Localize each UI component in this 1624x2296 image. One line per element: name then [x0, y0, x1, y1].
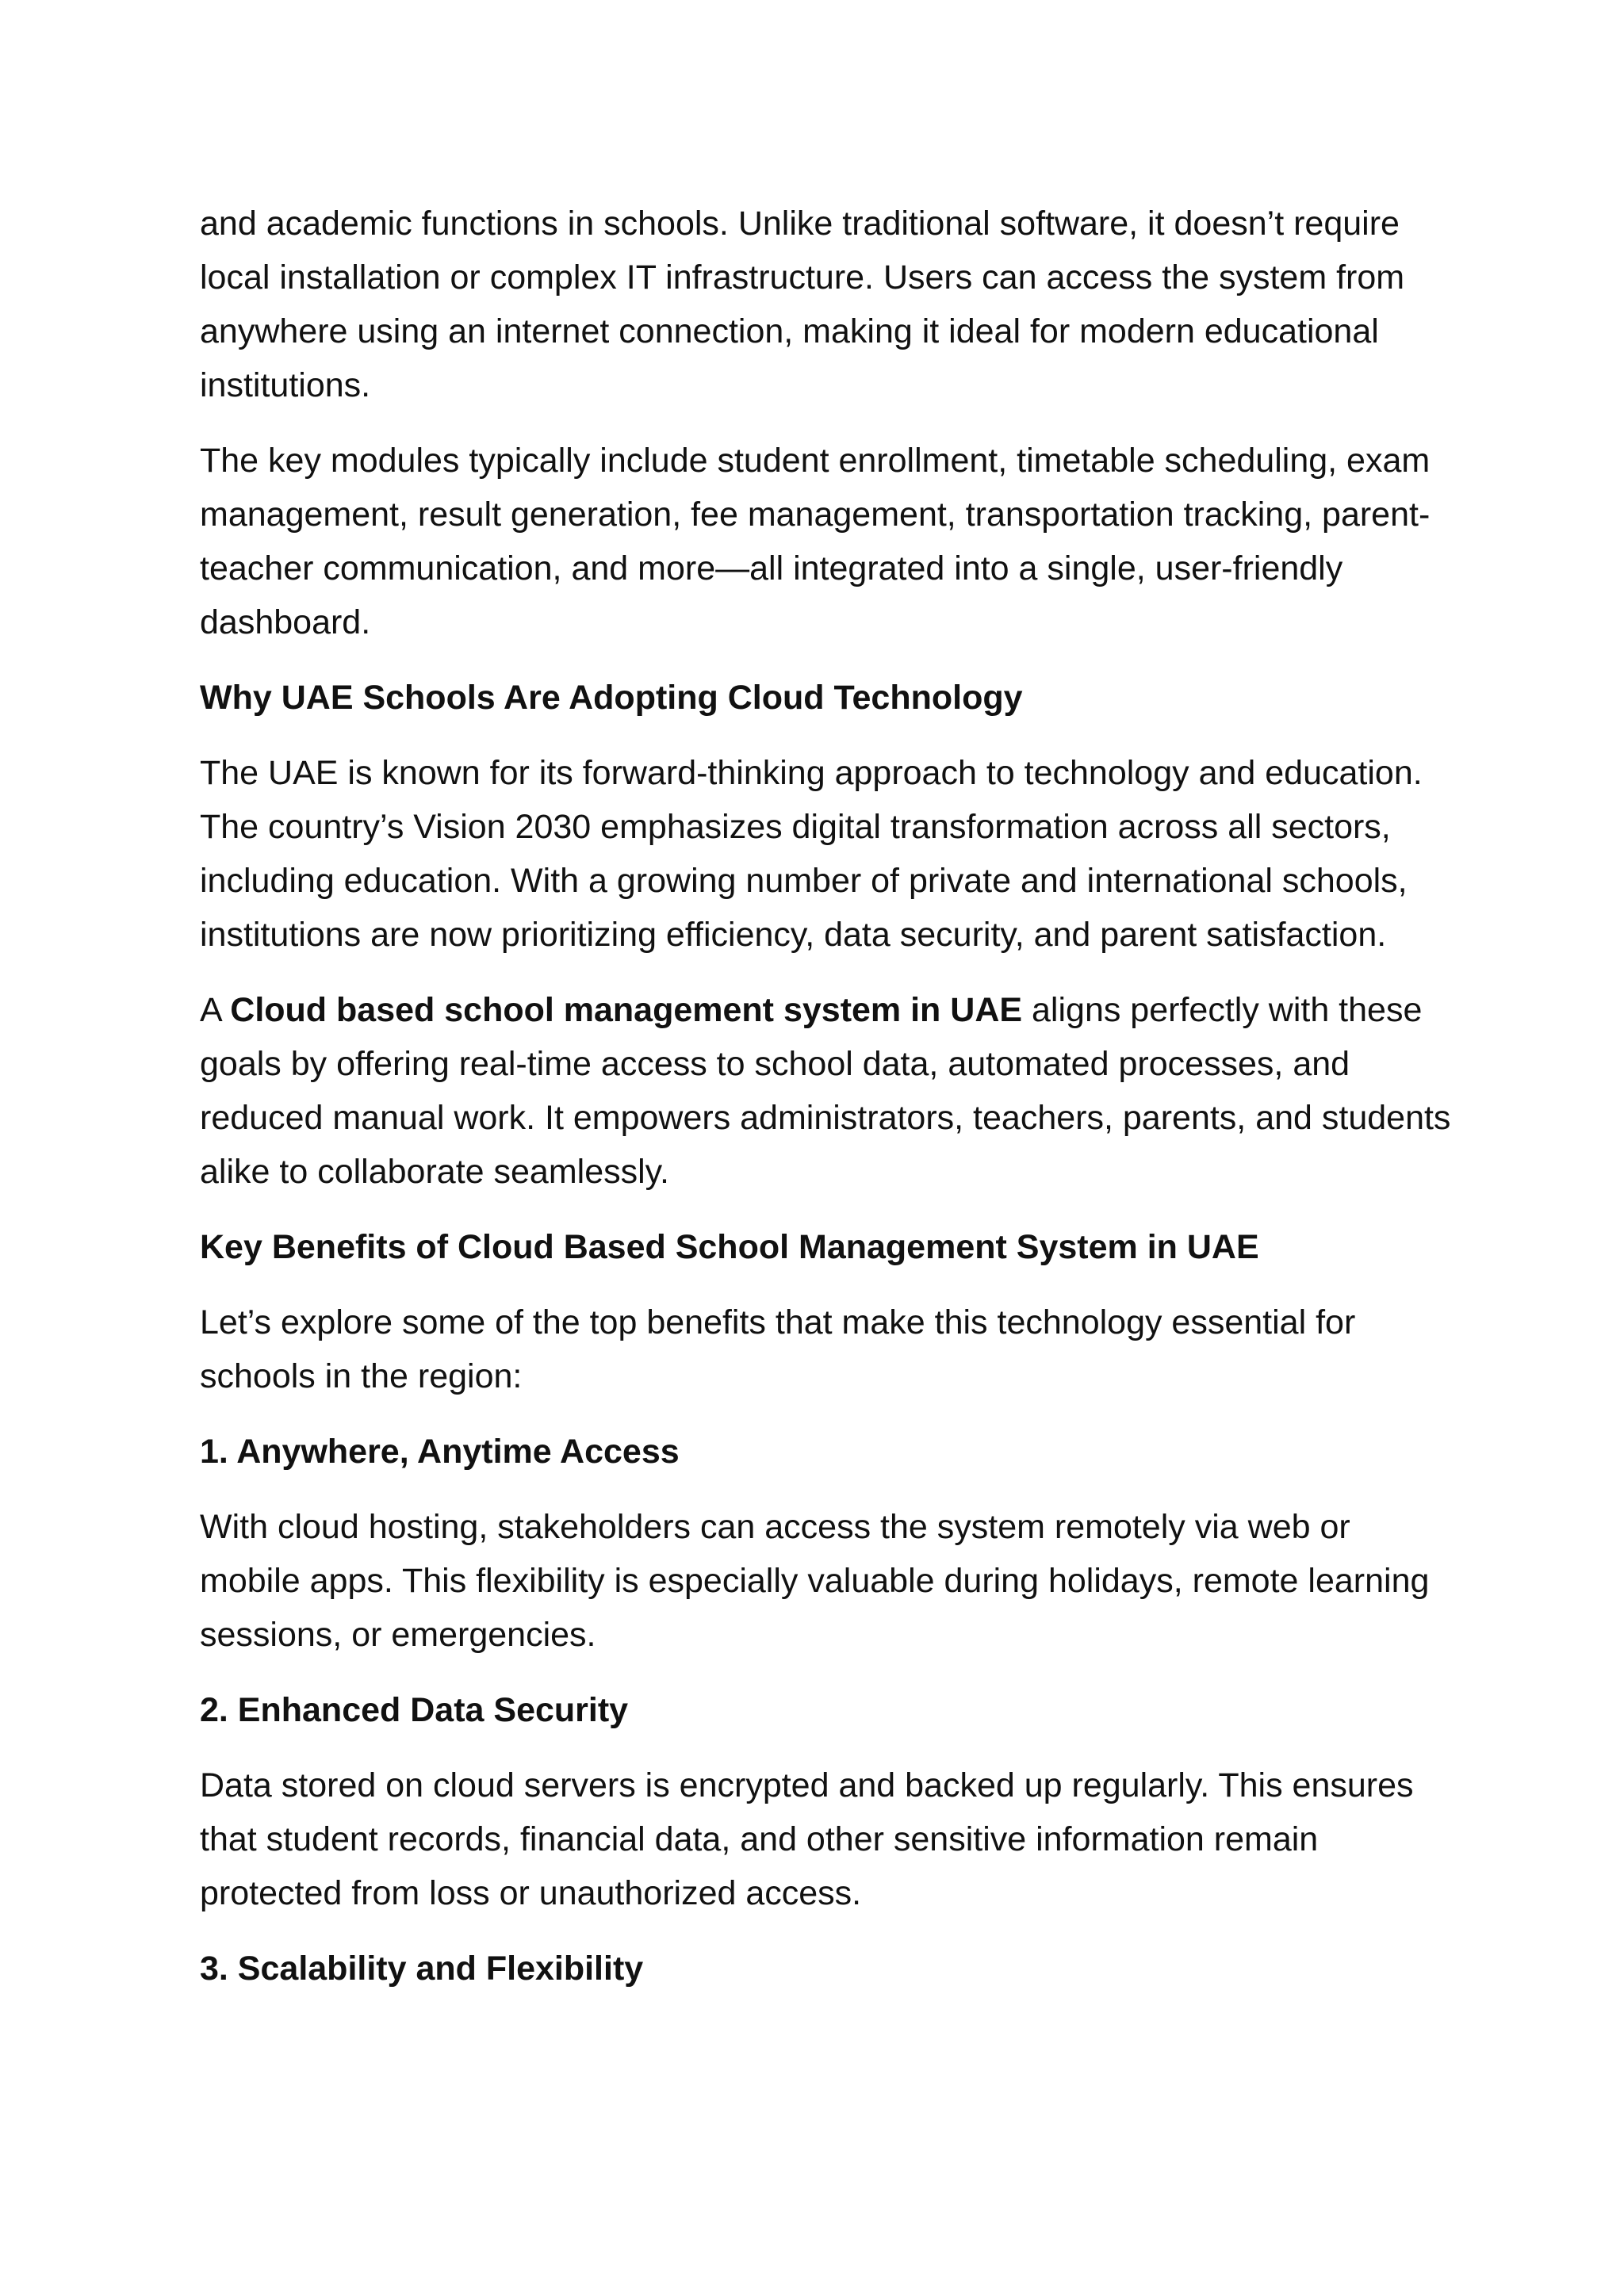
intro-paragraph: and academic functions in schools. Unlike traditional software, it doesn’t require local installation or complex IT infrastructure. Users can access the system from anywhere using an internet connection, making it ideal for modern educational institutions.: [200, 205, 1405, 404]
heading-why-uae: Why UAE Schools Are Adopting Cloud Technology: [200, 679, 1023, 717]
modules-paragraph: The key modules typically include student enrollment, timetable scheduling, exam management, result generation, fee management, transportation tracking, parent-teacher communication, and more—all integrated into a single, user-friendly dashboard.: [200, 442, 1431, 641]
alignment-rest: aligns perfectly with these goals by offering real-time access to school data, automated processes, and reduced manual work. It empowers administrators, teachers, parents, and students alike to collaborate seamlessly.: [200, 991, 1451, 1191]
heading-benefit-3: 3. Scalability and Flexibility: [200, 1950, 644, 1988]
heading-benefit-2: 2. Enhanced Data Security: [200, 1691, 629, 1729]
benefit-2-paragraph: Data stored on cloud servers is encrypted and backed up regularly. This ensures that student records, financial data, and other sensitive information remain protected from loss or unauthorized access.: [200, 1766, 1414, 1912]
benefit-1-paragraph: With cloud hosting, stakeholders can access the system remotely via web or mobile apps. This flexibility is especially valuable during holidays, remote learning sessions, or emergencies.: [200, 1508, 1430, 1654]
heading-benefit-1: 1. Anywhere, Anytime Access: [200, 1433, 680, 1471]
benefits-intro-paragraph: Let’s explore some of the top benefits that make this technology essential for schools in the region:: [200, 1303, 1356, 1395]
uae-vision-paragraph: The UAE is known for its forward-thinking approach to technology and education. The country’s Vision 2030 emphasizes digital transformation across all sectors, including education. With a growing number of private and international schools, institutions are now prioritizing efficiency, data security, and parent satisfaction.: [200, 754, 1423, 954]
heading-key-benefits: Key Benefits of Cloud Based School Management System in UAE: [200, 1228, 1259, 1266]
alignment-paragraph: [200, 983, 1453, 1199]
document-page: [200, 197, 1453, 2017]
alignment-prefix: A: [200, 991, 231, 1029]
alignment-bold-term: Cloud based school management system in UAE: [230, 991, 1023, 1029]
